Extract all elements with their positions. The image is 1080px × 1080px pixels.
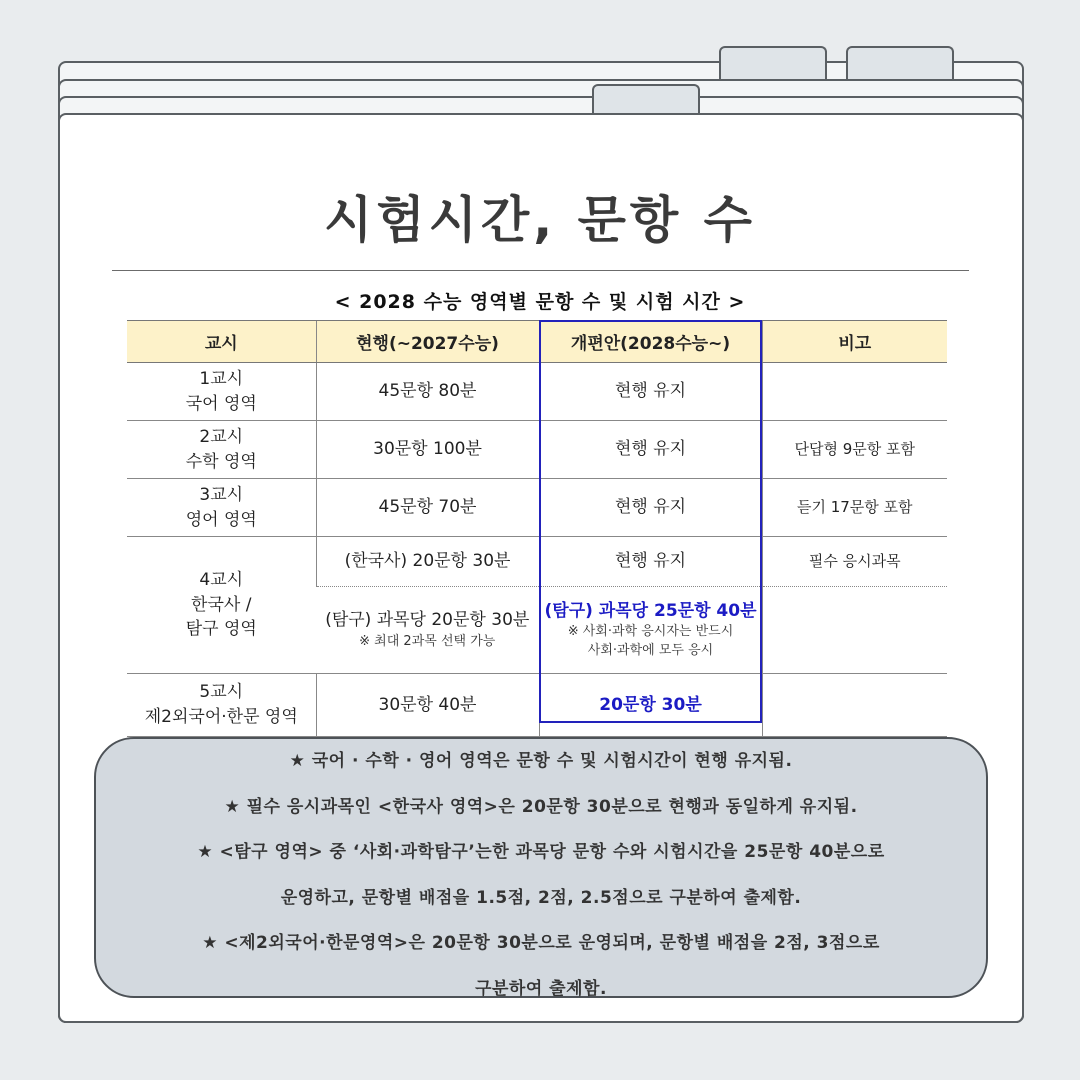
note-cell <box>762 674 947 737</box>
reform-footnote-line2: 사회·과학에 모두 응시 <box>587 643 714 659</box>
folder-tab-3 <box>592 84 700 116</box>
reform-cell: 현행 유지 <box>539 537 762 587</box>
period-cell <box>127 537 316 674</box>
table-row <box>127 537 947 587</box>
exam-time-table <box>127 320 947 737</box>
summary-line: ★ <탐구 영역> 중 ‘사회·과학탐구’는한 과목당 문항 수와 시험시간을 25문항 40분으로 <box>197 842 885 862</box>
reform-footnote-line1: ※ 사회·과학 응시자는 반드시 <box>567 624 734 640</box>
current-value: (탐구) 과목당 20문항 30분 <box>325 610 530 631</box>
period-number: 4교시 <box>199 570 244 591</box>
period-subject: 국어 영역 <box>185 393 257 414</box>
note-cell: 단답형 9문항 포함 <box>762 421 947 479</box>
reform-value: (탐구) 과목당 25문항 40분 <box>544 600 757 621</box>
note-cell <box>762 587 947 674</box>
summary-line: 운영하고, 문항별 배점을 1.5점, 2점, 2.5점으로 구분하여 출제함. <box>280 887 802 908</box>
period-cell <box>127 421 316 479</box>
folder-tab-1 <box>719 46 827 79</box>
period-cell <box>127 674 316 737</box>
current-cell: (한국사) 20문항 30분 <box>316 537 539 587</box>
period-subject-2: 탐구 영역 <box>185 619 257 640</box>
period-number: 3교시 <box>199 484 244 505</box>
summary-line: ★ <제2외국어·한문영역>은 20문항 30분으로 운영되며, 문항별 배점을 2점, 3점으로 <box>202 933 880 953</box>
table-caption: < 2028 수능 영역별 문항 수 및 시험 시간 > <box>334 291 746 313</box>
table-header-row <box>127 321 947 363</box>
reform-cell: 현행 유지 <box>539 363 762 421</box>
note-cell: 필수 응시과목 <box>762 537 947 587</box>
reform-cell: 20문항 30분 <box>539 674 762 737</box>
reform-cell <box>539 587 762 674</box>
note-cell: 듣기 17문항 포함 <box>762 479 947 537</box>
summary-line: ★ 국어 · 수학 · 영어 영역은 문항 수 및 시험시간이 현행 유지됨. <box>289 751 793 771</box>
period-cell <box>127 479 316 537</box>
current-cell <box>316 587 539 674</box>
table-row <box>127 479 947 537</box>
current-cell: 45문항 70분 <box>316 479 539 537</box>
table-row <box>127 674 947 737</box>
current-cell: 30문항 100분 <box>316 421 539 479</box>
summary-line: ★ 필수 응시과목인 <한국사 영역>은 20문항 30분으로 현행과 동일하게 유지됨. <box>224 796 858 817</box>
page-title: 시험시간, 문항 수 <box>324 191 756 249</box>
period-subject: 제2외국어·한문 영역 <box>144 707 298 727</box>
period-number: 2교시 <box>199 426 244 447</box>
reform-cell: 현행 유지 <box>539 421 762 479</box>
current-cell: 45문항 80분 <box>316 363 539 421</box>
header-reform: 개편안(2028수능~) <box>539 321 762 363</box>
folder-tab-2 <box>846 46 954 79</box>
title-divider <box>112 270 969 271</box>
period-number: 5교시 <box>199 682 244 703</box>
summary-line: 구분하여 출제함. <box>475 978 607 999</box>
header-note: 비고 <box>762 321 947 363</box>
summary-box <box>94 737 988 998</box>
table-row <box>127 363 947 421</box>
reform-cell: 현행 유지 <box>539 479 762 537</box>
current-cell: 30문항 40분 <box>316 674 539 737</box>
note-cell <box>762 363 947 421</box>
period-cell <box>127 363 316 421</box>
current-footnote: ※ 최대 2과목 선택 가능 <box>359 633 496 649</box>
period-number: 1교시 <box>199 368 244 389</box>
header-period: 교시 <box>127 321 316 363</box>
period-subject: 영어 영역 <box>185 509 257 530</box>
period-subject: 수학 영역 <box>185 451 257 472</box>
header-current: 현행(~2027수능) <box>316 321 539 363</box>
period-subject: 한국사 / <box>191 594 252 615</box>
table-row <box>127 421 947 479</box>
